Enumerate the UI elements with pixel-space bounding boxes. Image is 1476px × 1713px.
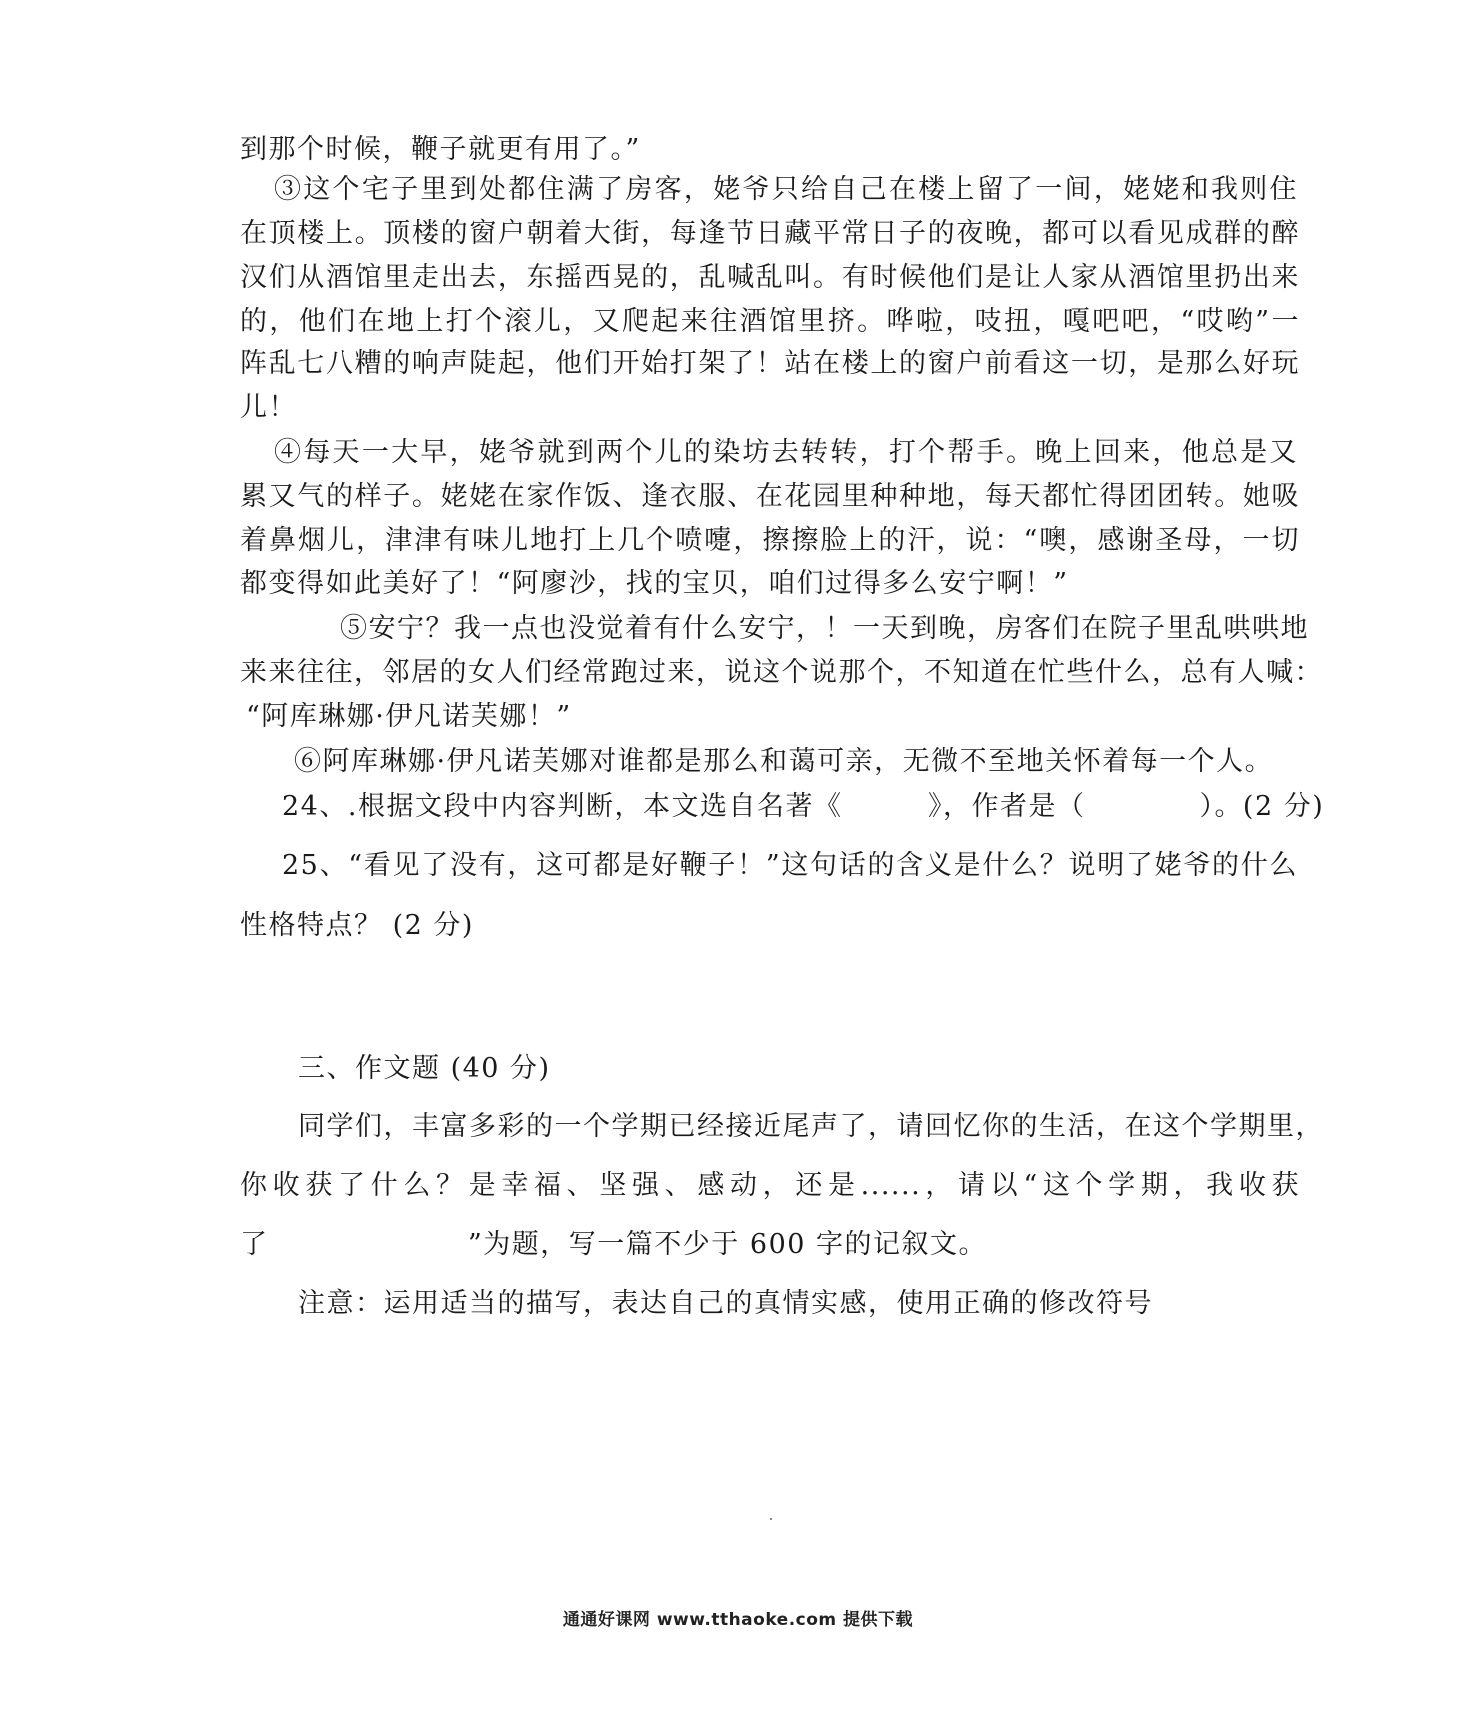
paragraph-4-line: 着鼻烟儿，津津有味儿地打上几个喷嚏，擦擦脸上的汗，说：“噢，感谢圣母，一切 (240, 525, 1300, 556)
paragraph-3-line: 在顶楼上。顶楼的窗户朝着大街，每逢节日藏平常日子的夜晚，都可以看见成群的醉 (240, 218, 1300, 249)
paragraph-3-line: 阵乱七八糟的响声陡起，他们开始打架了！站在楼上的窗户前看这一切，是那么好玩 (240, 348, 1300, 379)
paragraph-5-line: 来来往往，邻居的女人们经常跑过来，说这个说那个，不知道在忙些什么，总有人喊： (240, 657, 1323, 688)
section-heading-composition: 三、作文题 (40 分) (298, 1053, 551, 1084)
composition-prompt-line: 你收获了什么？是幸福、坚强、感动，还是......，请以“这个学期，我收获 (240, 1170, 1300, 1201)
page-footer: 通通好课网 www.tthaoke.com 提供下载 (562, 1610, 914, 1630)
composition-prompt-line: 同学们，丰富多彩的一个学期已经接近尾声了，请回忆你的生活，在这个学期里， (298, 1111, 1324, 1142)
composition-note: 注意：运用适当的描写，表达自己的真情实感，使用正确的修改符号 (298, 1288, 1153, 1319)
question-25-line: 性格特点？ (2 分) (240, 910, 474, 941)
text-line: 到那个时候，鞭子就更有用了。” (240, 134, 641, 165)
question-24: 24、.根据文段中内容判断，本文选自名著《 》，作者是（ ）。(2 分) (282, 791, 1325, 822)
paragraph-4-line: ④每天一大早，姥爷就到两个儿的染坊去转转，打个帮手。晚上回来，他总是又 (274, 437, 1298, 468)
paragraph-5-line: “阿库琳娜·伊凡诺芙娜！” (246, 701, 572, 732)
paragraph-5-line: ⑤安宁？我一点也没觉着有什么安宁，！一天到晚，房客们在院子里乱哄哄地 (340, 613, 1309, 644)
paragraph-3-line: 的，他们在地上打个滚儿，又爬起来往酒馆里挤。哗啦，吱扭，嘎吧吧，“哎哟”一 (240, 306, 1300, 337)
speck-mark (770, 1518, 772, 1520)
paragraph-3-line: 儿！ (240, 392, 297, 423)
paragraph-3-line: ③这个宅子里到处都住满了房客，姥爷只给自己在楼上留了一间，姥姥和我则住 (274, 174, 1298, 205)
question-25: 25、“看见了没有，这可都是好鞭子！”这句话的含义是什么？说明了姥爷的什么 (282, 850, 1298, 881)
paragraph-6-line: ⑥阿库琳娜·伊凡诺芙娜对谁都是那么和蔼可亲，无微不至地关怀着每一个人。 (294, 746, 1274, 777)
paragraph-4-line: 累又气的样子。姥姥在家作饭、逢衣服、在花园里种种地，每天都忙得团团转。她吸 (240, 481, 1300, 512)
paragraph-3-line: 汉们从酒馆里走出去，东摇西晃的，乱喊乱叫。有时候他们是让人家从酒馆里扔出来 (240, 262, 1300, 293)
composition-prompt-line: 了 ”为题，写一篇不少于 600 字的记叙文。 (240, 1229, 988, 1260)
paragraph-4-line: 都变得如此美好了！“阿廖沙，找的宝贝，咱们过得多么安宁啊！” (240, 568, 1069, 599)
